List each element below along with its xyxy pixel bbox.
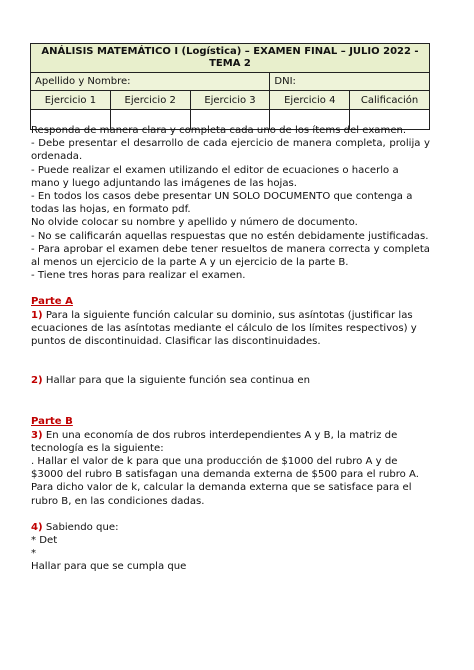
column-calificacion: Calificación xyxy=(350,91,430,110)
instruction-item: - En todos los casos debe presentar UN SOLO DOCUMENTO que contenga a todas las hojas, en formato pdf. xyxy=(31,191,413,216)
question-4-hallar: Hallar para que se cumpla que xyxy=(31,561,187,573)
question-4-det: * Det xyxy=(31,535,58,547)
question-1-text: Para la siguiente función calcular su dominio, sus asíntotas (justificar las ecuaciones de las asíntotas mediante el cálculo de los límites respectivos) y puntos de discontinuidad. Clasificar las discontinuidades. xyxy=(31,309,417,348)
instruction-item: - No se calificarán aquellas respuestas que no estén debidamente justificadas. xyxy=(31,230,429,242)
column-ejercicio-1: Ejercicio 1 xyxy=(31,91,111,110)
exam-title-line2: TEMA 2 xyxy=(209,58,251,69)
question-3-part-b: Para dicho valor de k, calcular la demanda externa que se satisface para el rubro B, en las condiciones dadas. xyxy=(31,482,412,507)
dni-field: DNI: xyxy=(270,73,430,91)
exam-body xyxy=(31,124,430,574)
parte-b-title: Parte B xyxy=(31,416,73,428)
question-2-number: 2) xyxy=(31,375,43,387)
question-4 xyxy=(31,521,430,534)
instructions-intro: Responda de manera clara y completa cada uno de los ítems del examen. xyxy=(31,125,407,136)
question-3-part-a: . Hallar el valor de k para que una producción de $1000 del rubro A y de $3000 del rubro B satisfagan una demanda externa de $500 para el rubro A. xyxy=(31,456,419,481)
column-ejercicio-4: Ejercicio 4 xyxy=(270,91,350,110)
apellido-field: Apellido y Nombre: xyxy=(31,73,270,91)
question-3 xyxy=(31,429,430,455)
instruction-item: No olvide colocar su nombre y apellido y número de documento. xyxy=(31,217,358,229)
column-ejercicio-3: Ejercicio 3 xyxy=(190,91,270,110)
exam-title xyxy=(31,44,430,73)
question-4-star: * xyxy=(31,548,37,560)
question-3-text: En una economía de dos rubros interdependientes A y B, la matriz de tecnología es la siguiente: xyxy=(31,429,398,454)
question-4-text: Sabiendo que: xyxy=(42,521,119,533)
question-1 xyxy=(31,309,430,349)
question-1-number: 1) xyxy=(31,309,43,321)
question-3-number: 3) xyxy=(31,429,43,441)
instruction-item: - Tiene tres horas para realizar el examen. xyxy=(31,270,246,282)
instruction-item: - Puede realizar el examen utilizando el editor de ecuaciones o hacerlo a mano y luego adjuntando las imágenes de las hojas. xyxy=(31,164,399,189)
question-2 xyxy=(31,374,430,387)
question-4-number: 4) xyxy=(31,521,43,533)
parte-a-title: Parte A xyxy=(31,296,73,308)
exam-header-table xyxy=(30,43,430,130)
question-2-text: Hallar para que la siguiente función sea continua en xyxy=(42,375,311,387)
instruction-item: - Para aprobar el examen debe tener resueltos de manera correcta y completa al menos un ejercicio de la parte A y un ejercicio de la parte B. xyxy=(31,243,430,269)
instruction-item: - Debe presentar el desarrollo de cada ejercicio de manera completa, prolija y ordenada. xyxy=(31,138,430,163)
column-ejercicio-2: Ejercicio 2 xyxy=(110,91,190,110)
exam-title-line1: ANÁLISIS MATEMÁTICO I (Logística) – EXAMEN FINAL – JULIO 2022 - xyxy=(41,46,419,57)
